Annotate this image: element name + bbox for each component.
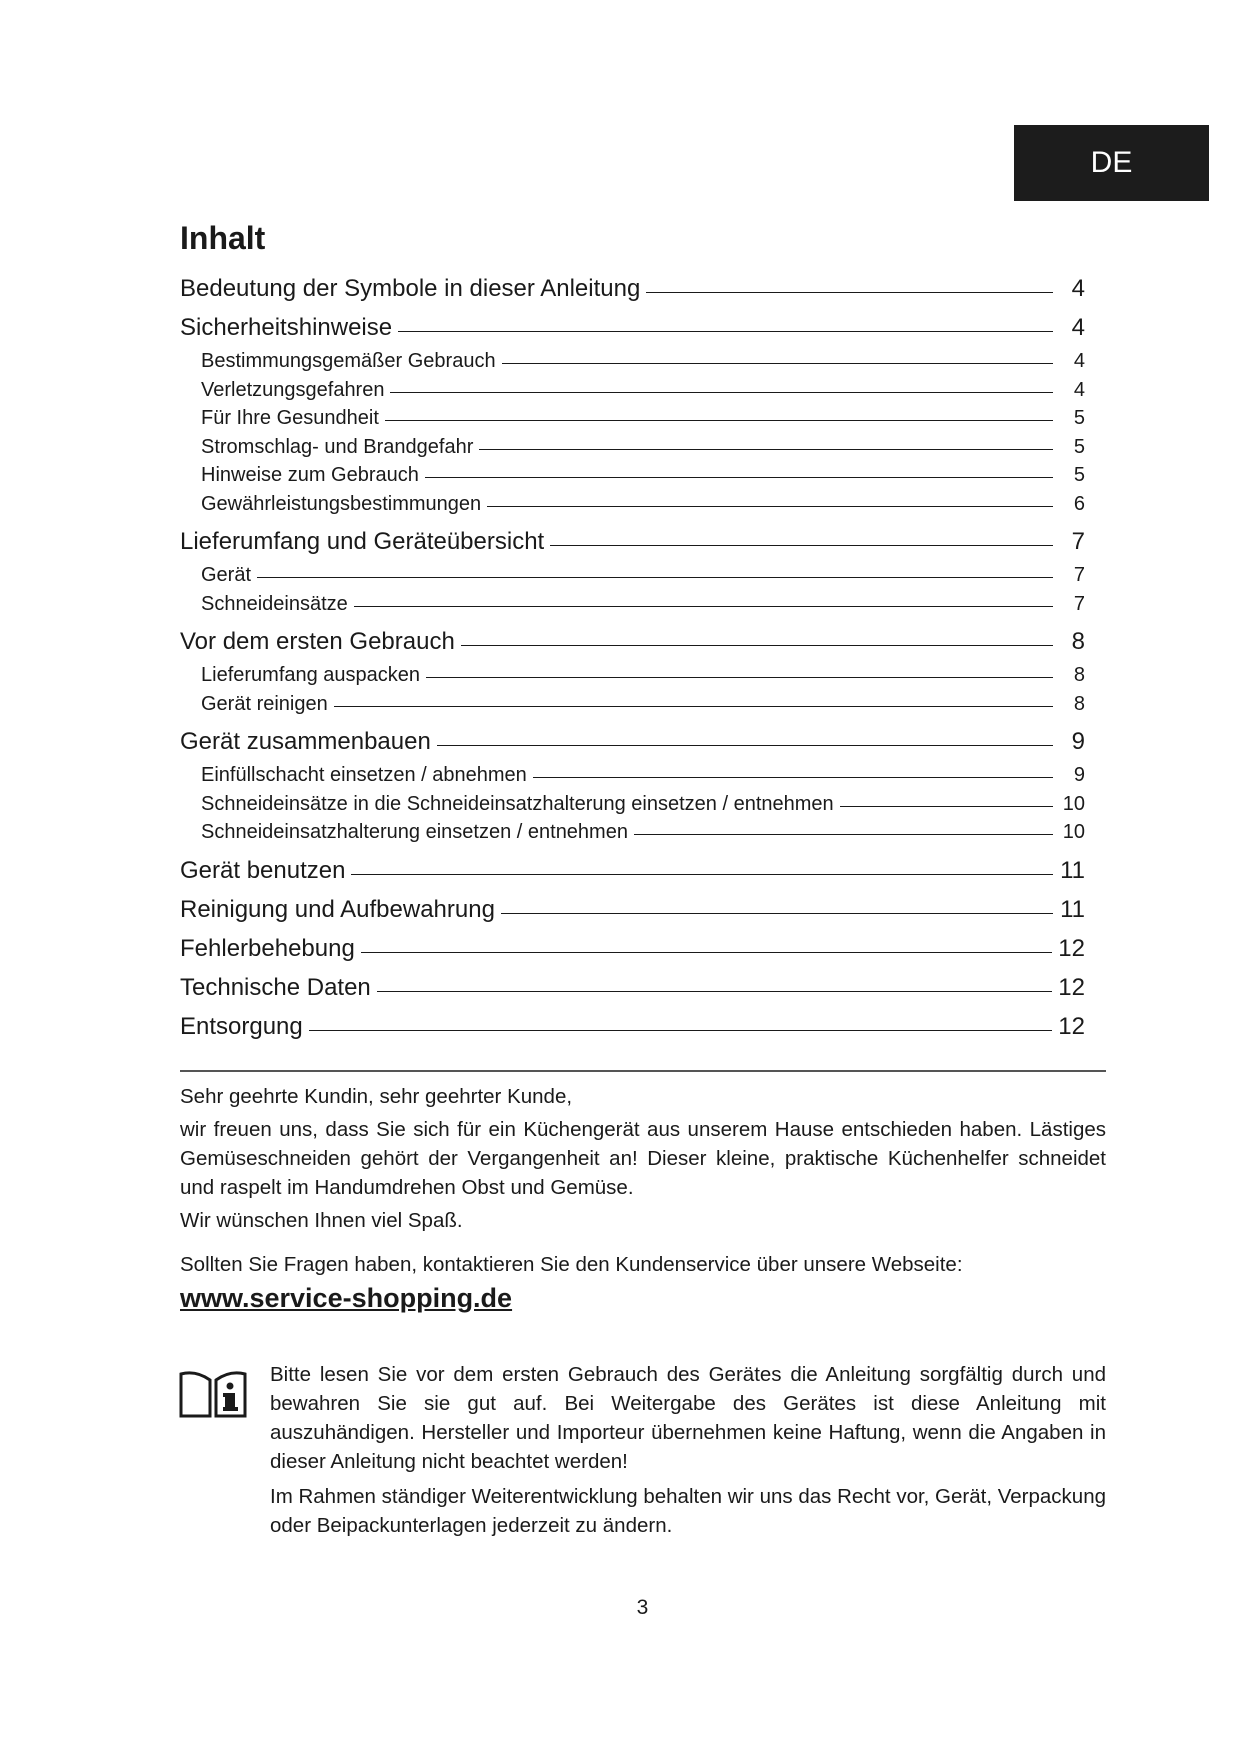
toc-entry-label: Stromschlag- und Brandgefahr bbox=[201, 435, 474, 458]
toc-entry-label: Schneideinsatzhalterung einsetzen / entnehmen bbox=[201, 821, 628, 843]
page-number: 3 bbox=[636, 1596, 649, 1619]
toc-leader-line bbox=[377, 991, 1053, 992]
toc-entry[interactable] bbox=[180, 628, 1085, 664]
toc-entry-page: 10 bbox=[1062, 821, 1085, 843]
notice-paragraph-1: Bitte lesen Sie vor dem ersten Gebrauch des Gerätes die Anleitung sorgfältig durch und bewahren Sie sie gut auf. Bei Weitergabe des Gerätes ist diese Anleitung mit auszuhändigen. Hersteller und Importeur übernehmen keine Haftung, wenn die Angaben in dieser Anleitung nicht beachtet werden! bbox=[270, 1363, 1106, 1473]
toc-entry[interactable] bbox=[180, 935, 1085, 971]
toc-entry-page: 5 bbox=[1073, 435, 1085, 458]
toc-leader-line bbox=[840, 806, 1053, 807]
toc-leader-line bbox=[361, 952, 1052, 953]
toc-entry-label: Gerät benutzen bbox=[180, 856, 346, 884]
toc-entry-page: 9 bbox=[1073, 764, 1085, 786]
service-website-link[interactable]: www.service-shopping.de bbox=[180, 1283, 513, 1313]
toc-entry-label: Fehlerbehebung bbox=[180, 934, 355, 962]
toc-leader-line bbox=[461, 645, 1053, 646]
toc-entry-label: Schneideinsätze in die Schneideinsatzhalterung einsetzen / entnehmen bbox=[201, 792, 834, 815]
toc-entry-page: 4 bbox=[1071, 314, 1085, 341]
toc-entry[interactable] bbox=[180, 593, 1085, 622]
toc-entry-label: Vor dem ersten Gebrauch bbox=[180, 628, 455, 655]
toc-entry[interactable] bbox=[180, 464, 1085, 493]
toc-entry-page: 12 bbox=[1058, 973, 1085, 1001]
toc-entry[interactable] bbox=[180, 379, 1085, 408]
toc-entry[interactable] bbox=[180, 821, 1085, 850]
toc-entry-label: Bedeutung der Symbole in dieser Anleitung bbox=[180, 275, 641, 302]
toc-entry-page: 7 bbox=[1073, 564, 1085, 586]
toc-leader-line bbox=[257, 577, 1053, 578]
toc-entry-label: Schneideinsätze bbox=[201, 592, 348, 615]
section-divider bbox=[180, 1070, 1106, 1072]
toc-leader-line bbox=[309, 1030, 1053, 1031]
toc-entry-label: Bestimmungsgemäßer Gebrauch bbox=[201, 350, 496, 372]
toc-entry[interactable] bbox=[180, 857, 1085, 893]
toc-leader-line bbox=[426, 677, 1053, 678]
toc-entry[interactable] bbox=[180, 974, 1085, 1010]
toc-entry-label: Einfüllschacht einsetzen / abnehmen bbox=[201, 764, 527, 786]
toc-leader-line bbox=[398, 331, 1053, 332]
toc-entry-label: Lieferumfang und Geräteübersicht bbox=[180, 528, 545, 555]
toc-leader-line bbox=[487, 506, 1053, 507]
intro-text bbox=[180, 1082, 1106, 1241]
toc-entry[interactable] bbox=[180, 407, 1085, 436]
toc-entry-label: Für Ihre Gesundheit bbox=[201, 407, 379, 429]
toc-entry[interactable] bbox=[180, 793, 1085, 822]
toc-entry-label: Gerät bbox=[201, 564, 252, 586]
toc-entry-page: 11 bbox=[1060, 856, 1085, 884]
toc-entry[interactable] bbox=[180, 350, 1085, 379]
toc-entry[interactable] bbox=[180, 493, 1085, 522]
toc-entry-page: 8 bbox=[1071, 628, 1085, 655]
toc-entry-page: 8 bbox=[1073, 692, 1085, 715]
intro-paragraph: wir freuen uns, dass Sie sich für ein Küchengerät aus unserem Hause entschieden haben. Lästiges Gemüseschneiden gehört der Vergangenheit an! Dieser kleine, praktische Küchenhelfer schneidet und raspelt im Handumdrehen Obst und Gemüse. bbox=[180, 1118, 1106, 1199]
toc-entry[interactable] bbox=[180, 728, 1085, 764]
toc-leader-line bbox=[385, 420, 1053, 421]
toc-entry-page: 8 bbox=[1073, 664, 1085, 686]
toc-entry[interactable] bbox=[180, 693, 1085, 722]
toc-entry-page: 6 bbox=[1073, 492, 1085, 515]
toc-entry-label: Lieferumfang auspacken bbox=[201, 664, 421, 686]
toc-leader-line bbox=[351, 874, 1053, 875]
notice-text bbox=[270, 1360, 1106, 1546]
closing-line: Wir wünschen Ihnen viel Spaß. bbox=[180, 1209, 463, 1232]
toc-leader-line bbox=[437, 745, 1053, 746]
toc-entry[interactable] bbox=[180, 664, 1085, 693]
toc-entry[interactable] bbox=[180, 436, 1085, 465]
toc-entry-page: 4 bbox=[1071, 275, 1085, 302]
toc-entry-label: Hinweise zum Gebrauch bbox=[201, 464, 419, 486]
toc-leader-line bbox=[646, 292, 1053, 293]
toc-entry-label: Reinigung und Aufbewahrung bbox=[180, 895, 495, 923]
toc-leader-line bbox=[354, 606, 1053, 607]
toc-entry-page: 4 bbox=[1073, 378, 1085, 401]
toc-leader-line bbox=[501, 913, 1053, 914]
toc-leader-line bbox=[634, 834, 1053, 835]
toc-entry[interactable] bbox=[180, 275, 1085, 311]
toc-leader-line bbox=[550, 545, 1053, 546]
read-manual-icon bbox=[178, 1366, 248, 1422]
toc-entry-label: Gewährleistungsbestimmungen bbox=[201, 492, 482, 515]
toc-entry-page: 9 bbox=[1071, 728, 1085, 755]
toc-entry-label: Gerät reinigen bbox=[201, 692, 328, 715]
toc-entry-page: 12 bbox=[1058, 934, 1085, 962]
toc-entry[interactable] bbox=[180, 896, 1085, 932]
notice-paragraph-2: Im Rahmen ständiger Weiterentwicklung behalten wir uns das Recht vor, Gerät, Verpackung oder Beipackunterlagen jederzeit zu ändern. bbox=[270, 1485, 1106, 1537]
salutation: Sehr geehrte Kundin, sehr geehrter Kunde, bbox=[180, 1085, 573, 1108]
toc-entry-label: Technische Daten bbox=[180, 973, 371, 1001]
toc-entry-page: 11 bbox=[1060, 895, 1085, 923]
toc-entry-page: 7 bbox=[1073, 592, 1085, 615]
toc-entry-label: Entsorgung bbox=[180, 1012, 303, 1040]
toc-leader-line bbox=[334, 706, 1053, 707]
toc-entry[interactable] bbox=[180, 528, 1085, 564]
toc-entry[interactable] bbox=[180, 314, 1085, 350]
toc-entry-page: 12 bbox=[1058, 1012, 1085, 1040]
toc-entry[interactable] bbox=[180, 564, 1085, 593]
toc-entry-page: 4 bbox=[1073, 350, 1085, 372]
toc-leader-line bbox=[390, 392, 1053, 393]
language-tab: DE bbox=[1014, 125, 1209, 201]
toc-leader-line bbox=[479, 449, 1053, 450]
toc-entry-page: 5 bbox=[1073, 407, 1085, 429]
toc-entry-label: Sicherheitshinweise bbox=[180, 314, 393, 341]
toc-entry-label: Gerät zusammenbauen bbox=[180, 728, 431, 755]
toc-entry-page: 7 bbox=[1071, 528, 1085, 555]
table-of-contents bbox=[180, 272, 1085, 1049]
contact-text bbox=[180, 1250, 1106, 1285]
toc-entry[interactable] bbox=[180, 1013, 1085, 1049]
toc-entry-page: 5 bbox=[1073, 464, 1085, 486]
toc-title: Inhalt bbox=[180, 220, 266, 256]
toc-entry-label: Verletzungsgefahren bbox=[201, 378, 385, 401]
toc-leader-line bbox=[533, 777, 1053, 778]
toc-entry-page: 10 bbox=[1062, 792, 1085, 815]
toc-leader-line bbox=[425, 477, 1053, 478]
contact-line: Sollten Sie Fragen haben, kontaktieren Sie den Kundenservice über unsere Webseite: bbox=[180, 1253, 963, 1276]
toc-entry[interactable] bbox=[180, 764, 1085, 793]
toc-leader-line bbox=[502, 363, 1053, 364]
